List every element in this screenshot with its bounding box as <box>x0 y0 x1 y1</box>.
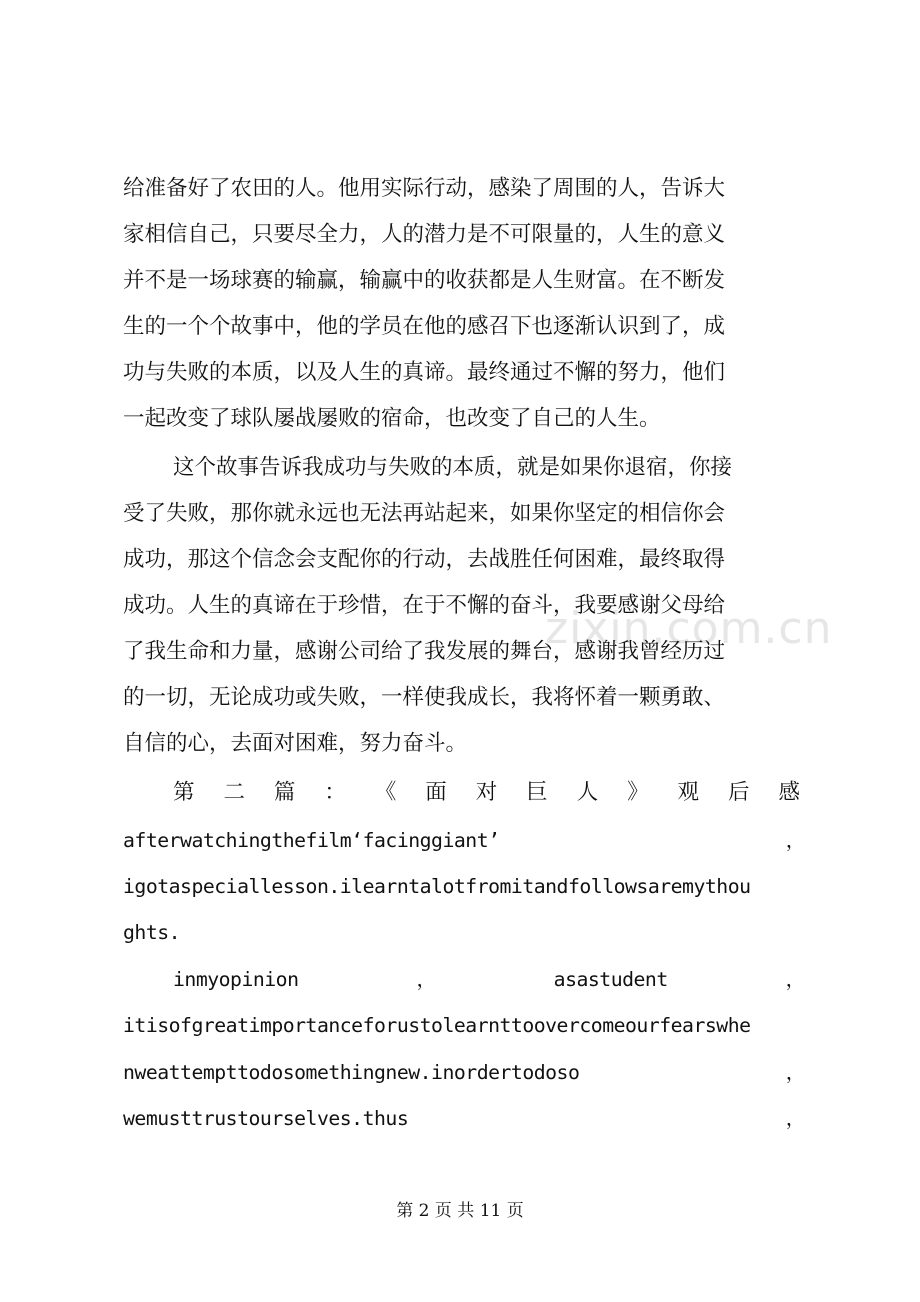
page-footer: 第 2 页 共 11 页 <box>396 1201 524 1221</box>
watermark: zixin.com.cn <box>545 603 833 654</box>
body-line-12: 的一切，无论成功或失败，一样使我成长，我将怀着一颗勇敢、 <box>123 685 726 710</box>
body-line-3: 并不是一场球赛的输赢，输赢中的收获都是人生财富。在不断发 <box>123 268 726 293</box>
heading-char: 人 <box>576 780 599 805</box>
comma: ， <box>785 968 805 991</box>
english-text: nweattempttodosomethingnew.inordertodoso <box>123 1061 580 1084</box>
body-line-10: 成功。人生的真谛在于珍惜，在于不懈的奋斗，我要感谢父母给 <box>123 593 726 618</box>
body-line-2: 家相信自己，只要尽全力，人的潜力是不可限量的，人生的意义 <box>123 222 726 247</box>
body-line-6: 一起改变了球队屡战屡败的宿命，也改变了自己的人生。 <box>123 406 661 431</box>
comma: ， <box>785 1061 805 1084</box>
heading-char: 对 <box>475 780 498 805</box>
body-line-4: 生的一个个故事中，他的学员在他的感召下也逐渐认识到了，成 <box>123 314 726 339</box>
body-line-9: 成功，那这个信念会支配你的行动，去战胜任何困难，最终取得 <box>123 547 726 572</box>
heading-char: 面 <box>425 780 447 805</box>
heading-char: 感 <box>778 780 800 805</box>
heading-char: 巨 <box>526 780 548 805</box>
heading-char: 后 <box>727 780 750 805</box>
heading-char: 第 <box>173 780 195 805</box>
english-line-3: ghts. <box>123 921 181 944</box>
english-line-2: igotaspeciallesson.ilearntalotfromitandfollowsaremythou <box>123 875 751 898</box>
english-text: wemusttrustourselves.thus <box>123 1107 409 1130</box>
body-line-1: 给准备好了农田的人。他用实际行动，感染了周围的人，告诉大 <box>123 176 726 201</box>
heading-char: 》 <box>627 780 649 805</box>
english-line-6 <box>123 1050 805 1096</box>
body-line-7: 这个故事告诉我成功与失败的本质，就是如果你退宿，你接 <box>173 455 733 480</box>
english-text: asastudent <box>553 968 668 991</box>
heading-char: 篇 <box>273 780 296 805</box>
body-line-8: 受了失败，那你就永远也无法再站起来，如果你坚定的相信你会 <box>123 501 726 526</box>
body-line-11: 了我生命和力量，感谢公司给了我发展的舞台，感谢我曾经历过 <box>123 639 726 664</box>
english-line-1 <box>123 818 805 864</box>
heading-char: 观 <box>677 780 700 805</box>
comma: ， <box>416 968 436 991</box>
english-line-7 <box>123 1096 805 1142</box>
english-text: afterwatchingthefilm‘facinggiant’ <box>123 829 500 852</box>
english-text: inmyopinion <box>173 968 299 991</box>
heading-char: ： <box>324 780 346 805</box>
section-heading <box>173 770 800 816</box>
heading-char: 《 <box>374 780 397 805</box>
heading-char: 二 <box>223 780 245 805</box>
comma: ， <box>785 1107 805 1130</box>
body-line-13: 自信的心，去面对困难，努力奋斗。 <box>123 731 468 756</box>
body-line-5: 功与失败的本质，以及人生的真谛。最终通过不懈的努力，他们 <box>123 360 726 385</box>
english-line-4 <box>173 957 805 1003</box>
comma: ， <box>785 829 805 852</box>
english-line-5: itisofgreatimportanceforustolearnttoovercomeourfearswhe <box>123 1014 751 1037</box>
